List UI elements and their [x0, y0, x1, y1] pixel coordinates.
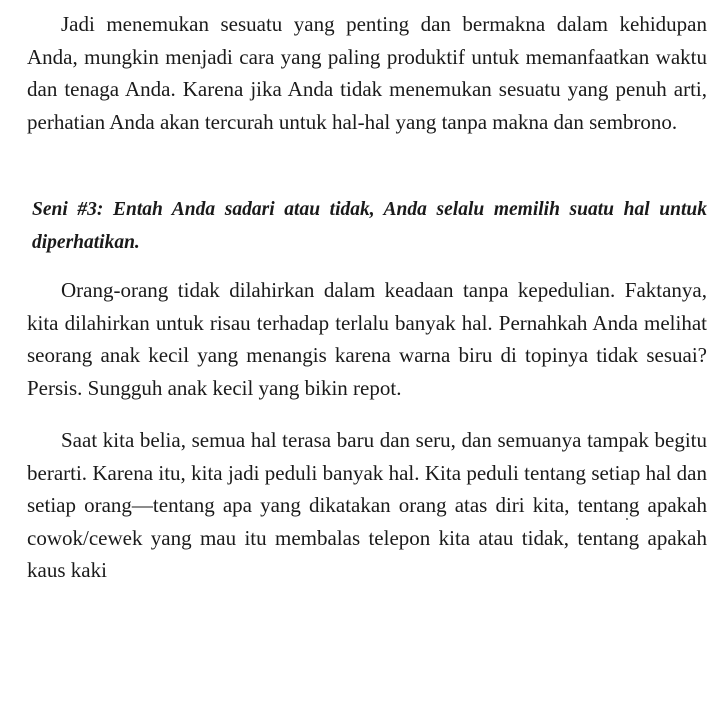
section-spacer — [27, 138, 707, 193]
paragraph-1: Jadi menemukan sesuatu yang penting dan bermakna dalam kehidupan Anda, mungkin menjadi cara yang paling produktif untuk memanfaatkan waktu dan tenaga Anda. Karena jika Anda tidak menemukan sesuatu yang penuh arti, perhatian Anda akan tercurah untuk hal-hal yang tanpa makna dan sembrono. — [27, 12, 707, 134]
paragraph-2: Orang-orang tidak dilahirkan dalam keadaan tanpa kepedulian. Faktanya, kita dilahirkan untuk risau terhadap terlalu banyak hal. Pernahkah Anda melihat seorang anak kecil yang menangis karena warna biru di topinya tidak sesuai? Persis. Sungguh anak kecil yang bikin repot. — [27, 278, 707, 400]
paragraph-3: Saat kita belia, semua hal terasa baru dan seru, dan semuanya tampak begitu berarti. Karena itu, kita jadi peduli banyak hal. Kita peduli tentang setiap hal dan setiap orang—tentang apa yang dikatakan orang atas diri kita, tentang apakah cowok/cewek yang mau itu membalas telepon kita atau tidak, tentang apakah kaus kaki — [27, 428, 707, 582]
paragraph-spacer — [27, 404, 707, 424]
section-heading: Seni #3: Entah Anda sadari atau tidak, Anda selalu memilih suatu hal untuk diperhatikan. — [32, 199, 707, 253]
scan-speck — [626, 518, 628, 520]
heading-spacer — [27, 259, 707, 274]
page-text-column — [27, 8, 707, 587]
